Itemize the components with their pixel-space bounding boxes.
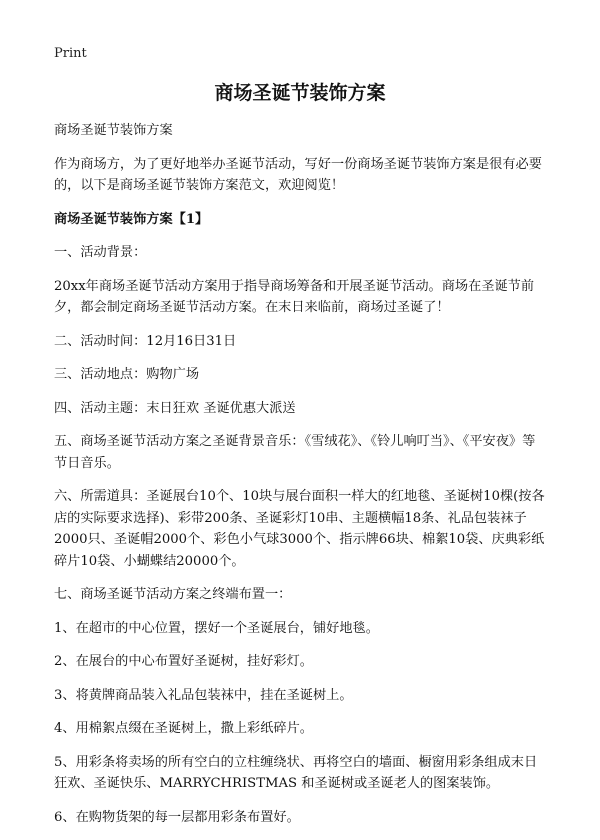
intro-paragraph: 作为商场方，为了更好地举办圣诞节活动，写好一份商场圣诞节装饰方案是很有必要的，以下是商场圣诞节装饰方案范文，欢迎阅览！ xyxy=(54,156,542,193)
props-paragraph: 六、所需道具：圣诞展台10个、10块与展台面积一样大的红地毯、圣诞树10棵(按各店的实际要求选择)、彩带200条、圣诞彩灯10串、主题横幅18条、礼品包装袜子2000只、圣诞帽2000个、彩色小气球3000个、指示牌66块、棉絮10袋、庆典彩纸碎片10袋、小蝴蝶结20000个。 xyxy=(54,489,545,569)
document-body xyxy=(54,120,546,840)
activity-background-heading: 一、活动背景： xyxy=(54,245,147,260)
page-title: 商场圣诞节装饰方案 xyxy=(214,82,386,104)
layout-heading: 七、商场圣诞节活动方案之终端布置一： xyxy=(54,587,292,602)
activity-time-paragraph: 二、活动时间：12月16日31日 xyxy=(54,333,237,349)
activity-background-paragraph: 20xx年商场圣诞节活动方案用于指导商场筹备和开展圣诞节活动。商场在圣诞节前夕，都会制定商场圣诞节活动方案。在末日来临前，商场过圣诞了！ xyxy=(54,278,535,315)
section-heading: 商场圣诞节装饰方案【1】 xyxy=(54,211,209,227)
activity-theme-paragraph: 四、活动主题：末日狂欢 圣诞优惠大派送 xyxy=(54,400,296,416)
layout-step-4: 4、用棉絮点缀在圣诞树上，撒上彩纸碎片。 xyxy=(54,721,313,736)
activity-location-paragraph: 三、活动地点：购物广场 xyxy=(54,367,200,382)
subtitle-paragraph: 商场圣诞节装饰方案 xyxy=(54,123,173,138)
layout-step-6: 6、在购物货架的每一层都用彩条布置好。 xyxy=(54,809,300,825)
print-link[interactable]: Print xyxy=(54,46,87,61)
layout-step-2: 2、在展台的中心布置好圣诞树，挂好彩灯。 xyxy=(54,654,313,669)
background-music-paragraph: 五、商场圣诞节活动方案之圣诞背景音乐：《雪绒花》、《铃儿响叮当》、《平安夜》等节日音乐。 xyxy=(54,434,536,471)
layout-step-5: 5、用彩条将卖场的所有空白的立柱缠绕状、再将空白的墙面、橱窗用彩条组成末日狂欢、圣诞快乐、MARRYCHRISTMAS 和圣诞树或圣诞老人的图案装饰。 xyxy=(54,754,538,791)
layout-step-1: 1、在超市的中心位置，摆好一个圣诞展台，铺好地毯。 xyxy=(54,620,379,636)
layout-step-3: 3、将黄牌商品装入礼品包装袜中，挂在圣诞树上。 xyxy=(54,687,353,703)
